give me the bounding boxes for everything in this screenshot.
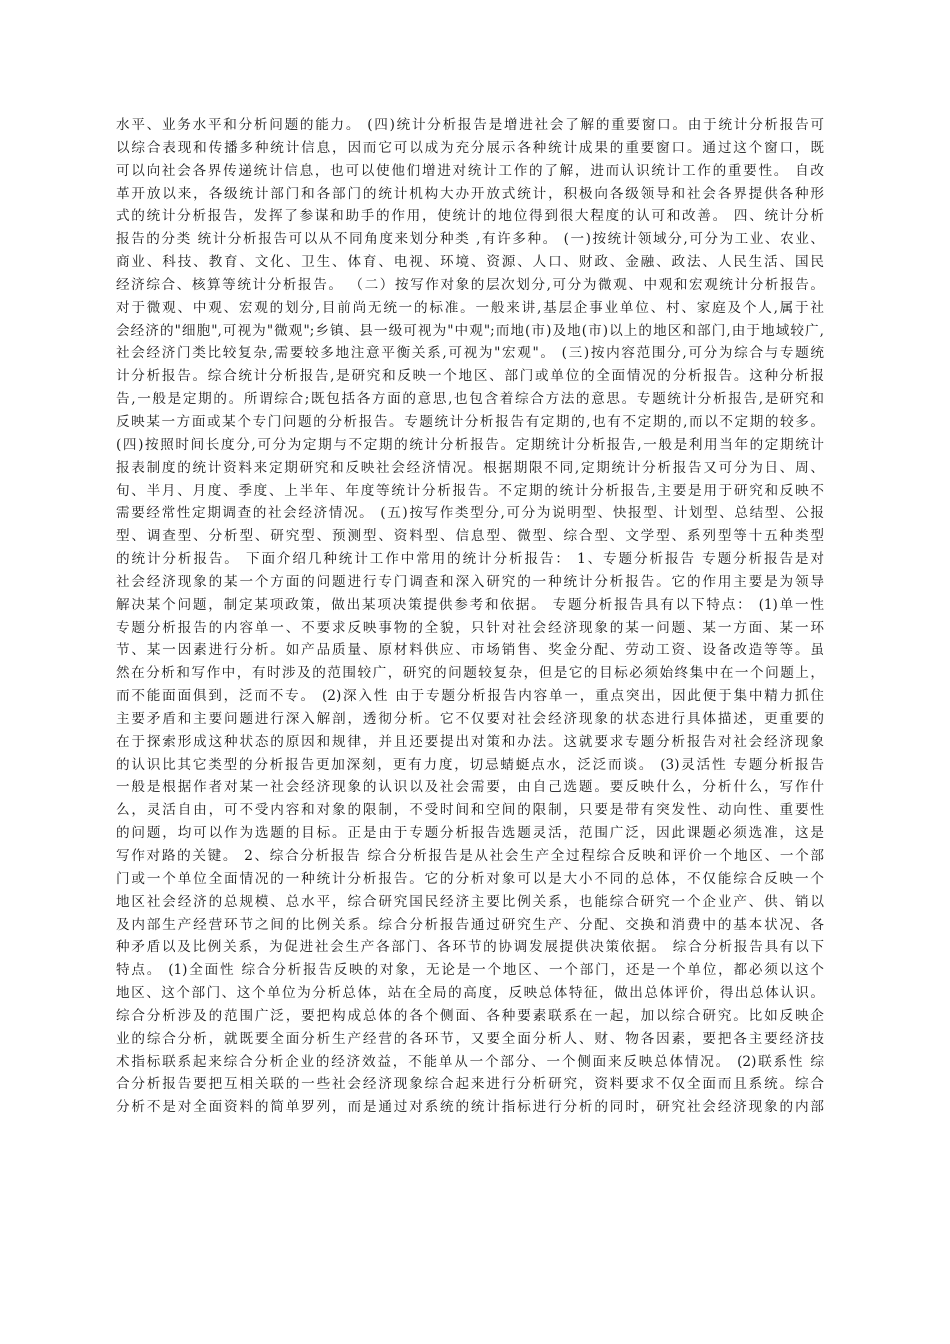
text-line: 型、调查型、分析型、研究型、预测型、资料型、信息型、微型、综合型、文学型、系列型等十五种类型 [116,528,824,545]
text-line: 革开放以来，各级统计部门和各部门的统计机构大办开放式统计，积极向各级领导和社会各界提供各种形 [116,185,824,202]
text-line: 以综合表现和传播多种统计信息，因而它可以成为充分展示各种统计成果的重要窗口。通过这个窗口，既 [116,139,824,156]
text-line: 地区社会经济的总规模、总水平，综合研究国民经济主要比例关系，也能综合研究一个企业产、供、销以 [116,893,824,910]
text-line: 一般是根据作者对某一社会经济现象的认识以及社会需要，由自己选题。要反映什么，分析什么，写作什 [116,779,824,796]
document-body [116,114,824,1119]
text-line: 告,一般是定期的。所谓综合;既包括各方面的意思,也包含着综合方法的意思。专题统计分析报告,是研究和 [116,391,824,408]
text-line: 在于探索形成这种状态的原因和规律，并且还要提出对策和办法。这就要求专题分析报告对社会经济现象 [116,733,824,750]
text-line: 经济综合、核算等统计分析报告。 （二）按写作对象的层次划分,可分为微观、中观和宏观统计分析报告。 [116,276,824,293]
text-line: 计分析报告。综合统计分析报告,是研究和反映一个地区、部门或单位的全面情况的分析报告。这种分析报 [116,368,824,385]
text-line: (四)按照时间长度分,可分为定期与不定期的统计分析报告。定期统计分析报告,一般是利用当年的定期统计 [116,436,824,453]
text-line: 业的综合分析，就既要全面分析生产经营的各环节，又要全面分析人、财、物各因素，要把各主要经济技 [116,1030,824,1047]
text-line: 旬、半月、月度、季度、上半年、年度等统计分析报告。不定期的统计分析报告,主要是用于研究和反映不 [116,482,824,499]
text-line: 节、某一因素进行分析。如产品质量、原材料供应、市场销售、奖金分配、劳动工资、设备改造等等。虽 [116,642,824,659]
text-line: 可以向社会各界传递统计信息，也可以使他们增进对统计工作的了解，进而认识统计工作的重要性。 自改 [116,162,824,179]
text-line: 专题分析报告的内容单一、不要求反映事物的全貌，只针对社会经济现象的某一问题、某一方面、某一环 [116,619,824,636]
text-line: 社会经济现象的某一个方面的问题进行专门调查和深入研究的一种统计分析报告。它的作用主要是为领导 [116,573,824,590]
text-line: 需要经常性定期调查的社会经济情况。 (五)按写作类型分,可分为说明型、快报型、计划型、总结型、公报 [116,505,824,522]
text-line: 报告的分类 统计分析报告可以从不同角度来划分种类 ,有许多种。 (一)按统计领域分,可分为工业、农业、 [116,231,824,248]
text-line: 然在分析和写作中，有时涉及的范围较广，研究的问题较复杂，但是它的目标必须始终集中在一个问题上， [116,665,824,682]
text-line: 报表制度的统计资料来定期研究和反映社会经济情况。根据期限不同,定期统计分析报告又可分为日、周、 [116,459,824,476]
text-line: 主要矛盾和主要问题进行深入解剖，透彻分析。它不仅要对社会经济现象的状态进行具体描述，更重要的 [116,710,824,727]
text-line: 术指标联系起来综合分析企业的经济效益，不能单从一个部分、一个侧面来反映总体情况。 (2)联系性 综 [116,1053,824,1070]
text-line: 种矛盾以及比例关系，为促进社会生产各部门、各环节的协调发展提供决策依据。 综合分析报告具有以下 [116,939,824,956]
text-line: 会经济的"细胞",可视为"微观";乡镇、县一级可视为"中观";而地(市)及地(市)以上的地区和部门,由于地域较广, [116,322,824,339]
text-line: 综合分析涉及的范围广泛，要把构成总体的各个侧面、各种要素联系在一起，加以综合研究。比如反映企 [116,1007,824,1024]
text-line: 及内部生产经营环节之间的比例关系。综合分析报告通过研究生产、分配、交换和消费中的基本状况、各 [116,916,824,933]
text-line: 商业、科技、教育、文化、卫生、体育、电视、环境、资源、人口、财政、金融、政法、人民生活、国民 [116,254,824,271]
text-line: 解决某个问题，制定某项政策，做出某项决策提供参考和依据。 专题分析报告具有以下特点： (1)单一性 [116,596,824,613]
text-line: 么，灵活自由，可不受内容和对象的限制，不受时间和空间的限制，只要是带有突发性、动向性、重要性 [116,802,824,819]
text-line: 特点。 (1)全面性 综合分析报告反映的对象，无论是一个地区、一个部门，还是一个单位，都必须以这个 [116,962,824,979]
text-line: 的统计分析报告。 下面介绍几种统计工作中常用的统计分析报告： 1、专题分析报告 专题分析报告是对 [116,551,824,568]
text-line: 的认识比其它类型的分析报告更加深刻，更有力度，切忌蜻蜓点水，泛泛而谈。 (3)灵活性 专题分析报告 [116,756,824,773]
text-line: 反映某一方面或某个专门问题的分析报告。专题统计分析报告有定期的,也有不定期的,而以不定期的较多。 [116,413,824,430]
text-line: 式的统计分析报告，发挥了参谋和助手的作用，使统计的地位得到很大程度的认可和改善。 四、统计分析 [116,208,824,225]
text-line: 的问题，均可以作为选题的目标。正是由于专题分析报告选题灵活，范围广泛，因此课题必须选准，这是 [116,825,824,842]
text-line: 分析不是对全面资料的简单罗列，而是通过对系统的统计指标进行分析的同时，研究社会经济现象的内部 [116,1099,824,1116]
text-line: 写作对路的关键。 2、综合分析报告 综合分析报告是从社会生产全过程综合反映和评价一个地区、一个部 [116,848,824,864]
text-line: 社会经济门类比较复杂,需要较多地注意平衡关系,可视为"宏观"。 (三)按内容范围分,可分为综合与专题统 [116,345,824,362]
text-line: 门或一个单位全面情况的一种统计分析报告。它的分析对象可以是大小不同的总体，不仅能综合反映一个 [116,870,824,887]
text-line: 水平、业务水平和分析问题的能力。 (四)统计分析报告是增进社会了解的重要窗口。由于统计分析报告可 [116,117,824,133]
text-line: 对于微观、中观、宏观的划分,目前尚无统一的标准。一般来讲,基层企事业单位、村、家庭及个人,属于社 [116,299,824,316]
text-line: 合分析报告要把互相关联的一些社会经济现象综合起来进行分析研究，资料要求不仅全面而且系统。综合 [116,1076,824,1093]
text-line: 而不能面面俱到，泛而不专。 (2)深入性 由于专题分析报告内容单一，重点突出，因此便于集中精力抓住 [116,688,824,705]
text-line: 地区、这个部门、这个单位为分析总体，站在全局的高度，反映总体特征，做出总体评价，得出总体认识。 [116,985,824,1002]
